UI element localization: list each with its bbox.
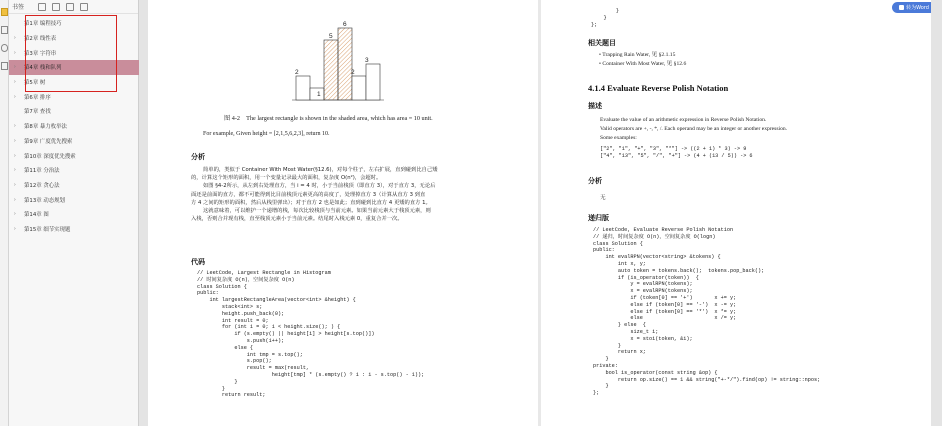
code-line: else if (token[0] == '-') x -= y; <box>593 301 737 308</box>
code-line: size_t i; <box>593 328 659 335</box>
related-list <box>599 51 686 69</box>
code-line: }; <box>593 390 600 397</box>
analysis-line-7: 入栈，否则合并现有栈，直至栈顶元素小于当前元素。结尾时入栈元素 0，重复合并一次。 <box>191 216 403 223</box>
sidebar-item-label: 第5章 树 <box>24 80 46 87</box>
chevron-right-icon[interactable]: › <box>14 211 16 218</box>
code-line: height.push_back(0); <box>197 310 285 317</box>
analysis-heading-right: 分析 <box>588 177 602 185</box>
sidebar-item[interactable] <box>9 222 139 237</box>
sidebar-item-label: 第4章 栈和队列 <box>24 65 62 72</box>
sidebar-item-label: 第3章 字符串 <box>24 50 57 57</box>
histogram-bar <box>324 40 338 100</box>
histogram-bar-label: 5 <box>329 33 333 40</box>
analysis-line-2: 的，计算这个矩形的面积，用一个变量记录最大的面积，复杂度 O(n²)，会超时。 <box>191 175 382 182</box>
code-line: x = evalRPN(tokens); <box>593 288 693 295</box>
sidebar-item[interactable] <box>9 178 139 193</box>
search-panel-icon[interactable] <box>1 44 8 52</box>
chevron-right-icon[interactable]: › <box>14 196 16 203</box>
analysis-line-1: 简单的，类似于 Container With Most Water(§12.6)，对每个柱子，左右扩展，直到碰到比自己矮 <box>203 167 438 173</box>
code-line: for (int i = 0; i < height.size(); ) { <box>197 324 341 331</box>
delete-bookmark-icon[interactable] <box>52 3 60 11</box>
convert-to-word-button[interactable] <box>892 2 936 13</box>
expand-all-icon[interactable] <box>66 3 74 11</box>
right-code-block <box>593 227 820 397</box>
histogram-bar-label: 6 <box>343 21 347 28</box>
chevron-right-icon[interactable]: › <box>14 64 16 71</box>
sidebar-item-label: 第12章 贪心法 <box>24 182 60 189</box>
code-line: } <box>197 385 226 392</box>
histogram-bar-label: 2 <box>295 69 299 76</box>
histogram-bar-label: 1 <box>317 91 321 98</box>
code-line: else if (token[0] == '*') x *= y; <box>593 308 737 315</box>
sidebar-item[interactable] <box>9 89 139 104</box>
code-line: result = max(result, <box>197 365 310 372</box>
sidebar-item-label: 第15章 细节实现题 <box>24 226 71 233</box>
code-line: class Solution { <box>593 240 643 247</box>
left-tool-strip <box>0 0 9 426</box>
code-line: } <box>591 8 620 14</box>
figure-caption <box>224 113 433 122</box>
code-line: int result = 0; <box>197 317 269 324</box>
code-line: if (is_operator(token)) { <box>593 274 699 281</box>
code-line: public: <box>197 290 219 297</box>
code-line: int largestRectangleArea(vector<int> &height) { <box>197 297 356 304</box>
chevron-right-icon[interactable]: › <box>14 225 16 232</box>
sidebar-item[interactable] <box>9 119 139 134</box>
code-line: else { <box>197 344 254 351</box>
code-line: y = evalRPN(tokens); <box>593 281 693 288</box>
sidebar-item[interactable] <box>9 148 139 163</box>
code-line: } <box>197 378 238 385</box>
analysis-line-4: 面还是前面的直方，都不可能得到比目前栈顶元素更高的高度了，处理掉直方 3（计算从直方 3 到直 <box>191 191 426 198</box>
sidebar-item-label: 第10章 深度优先搜索 <box>24 153 76 160</box>
code-line: public: <box>593 247 615 254</box>
description-block <box>600 116 787 144</box>
sidebar-item[interactable] <box>9 75 139 90</box>
code-line: return result; <box>197 392 266 399</box>
description-heading: 描述 <box>588 102 602 110</box>
analysis-line-6: 这就意味着，可以维护一个递增的栈，每次比较栈顶与当前元素。如果当前元素大于栈顶元素，则 <box>203 208 431 215</box>
code-line: return x; <box>593 349 646 356</box>
thumbnail-panel-icon[interactable] <box>1 26 8 34</box>
code-line: } <box>593 342 622 349</box>
code-line: s.push(i++); <box>197 337 285 344</box>
code-line: x = stoi(token, &i); <box>593 335 693 342</box>
section-title: 4.1.4 Evaluate Reverse Polish Notation <box>588 83 729 93</box>
sidebar-item-label: 第6章 排序 <box>24 94 51 101</box>
sidebar-item[interactable] <box>9 163 139 178</box>
sidebar-item-label: 第1章 编程技巧 <box>24 21 62 28</box>
sidebar-item-label: 第13章 动态规划 <box>24 197 65 204</box>
histogram-bar-label: 2 <box>351 69 355 76</box>
histogram-figure <box>288 4 408 104</box>
code-line: } <box>593 356 609 363</box>
chevron-right-icon[interactable]: › <box>14 49 16 56</box>
desc-line-2: Valid operators are +, -, *, /. Each operand may be an integer or another expression. <box>600 126 788 133</box>
left-code-block <box>197 270 424 399</box>
code-line: if (s.empty() || height[i] > height[s.top()]) <box>197 331 375 338</box>
related-item <box>599 60 686 69</box>
examples-block <box>600 146 753 160</box>
analysis-paragraphs <box>191 166 531 223</box>
code-line: if (token[0] == '+') x += y; <box>593 294 737 301</box>
code-line: // 时间复杂度 O(n)，空间复杂度 O(n) <box>197 276 295 283</box>
chevron-right-icon[interactable]: › <box>14 35 16 42</box>
example-text: For example, Given height = [2,1,5,6,2,3], return 10. <box>203 131 330 137</box>
analysis-line-3: 如图 §4-2所示，从左到右处理直方，当 i = 4 时，小于当前栈顶（即直方 3），对于直方 3，无论后 <box>203 183 436 190</box>
analysis-line-5: 方 4 之间的矩形的面积，然后从栈里弹出）；对于直方 2 也是如此；直到碰到比直方 4 更矮的直方 1。 <box>191 199 431 206</box>
code-line: return op.size() == 1 && string("+-*/").find(op) != string::npos; <box>593 376 821 383</box>
code-line: height[tmp] * (s.empty() ? i : i - s.top() - 1)); <box>197 371 425 378</box>
histogram-bar <box>366 64 380 100</box>
example-line: ["4", "13", "5", "/", "+"] -> (4 + (13 / 5)) -> 6 <box>600 152 753 159</box>
code-line: int x, y; <box>593 260 646 267</box>
code-line: int tmp = s.top(); <box>197 351 303 358</box>
code-line: // LeetCode, Largest Rectangle in Histogram <box>197 270 331 276</box>
code-line: } else { <box>593 322 646 329</box>
sidebar-item[interactable] <box>9 192 139 207</box>
pdf-page-left <box>148 0 538 426</box>
figure-caption-text: The largest rectangle is shown in the shaded area, which has area = 10 unit. <box>246 115 433 122</box>
recursion-heading: 递归版 <box>588 214 609 222</box>
code-line: private: <box>593 362 618 369</box>
code-heading: 代码 <box>191 258 205 266</box>
related-item-text: Container With Most Water, 见 §12.6 <box>602 61 687 67</box>
code-line: s.pop(); <box>197 358 272 365</box>
code-line: stack<int> s; <box>197 303 263 310</box>
code-line: bool is_operator(const string &op) { <box>593 369 718 376</box>
sidebar-item[interactable] <box>9 45 139 60</box>
code-line: int evalRPN(vector<string> &tokens) { <box>593 254 721 261</box>
related-heading: 相关题目 <box>588 39 616 47</box>
chevron-right-icon[interactable]: › <box>14 181 16 188</box>
sidebar-item[interactable] <box>9 104 139 119</box>
analysis-heading: 分析 <box>191 153 205 161</box>
chevron-right-icon[interactable]: › <box>14 79 16 86</box>
sidebar-title: 书签 <box>12 4 25 11</box>
code-line: } <box>591 14 607 21</box>
code-line: } <box>593 383 609 390</box>
code-line: }; <box>591 21 598 28</box>
sidebar-item-label: 第7章 查找 <box>24 109 51 116</box>
bullet-icon: • <box>599 52 603 58</box>
histogram-bar <box>296 76 310 100</box>
vertical-scrollbar[interactable] <box>931 0 942 426</box>
chevron-right-icon[interactable]: › <box>14 93 16 100</box>
code-line: else x /= y; <box>593 315 737 322</box>
sidebar-header <box>9 0 138 14</box>
histogram-bar-label: 3 <box>365 57 369 64</box>
related-item <box>599 51 686 60</box>
pdf-page-right <box>541 0 931 426</box>
annotation-panel-icon[interactable] <box>1 62 8 70</box>
sidebar-item[interactable] <box>9 31 139 46</box>
desc-line-1: Evaluate the value of an arithmetic expression in Reverse Polish Notation. <box>600 117 767 123</box>
analysis-text-right: 无 <box>600 195 606 201</box>
page-gap <box>139 0 148 426</box>
chevron-right-icon[interactable]: › <box>14 137 16 144</box>
example-line: ["2", "1", "+", "3", "*"] -> ((2 + 1) * 3) -> 9 <box>600 146 747 152</box>
sidebar-item[interactable] <box>9 207 139 222</box>
histogram-bar <box>352 76 366 100</box>
sidebar-item[interactable] <box>9 60 139 75</box>
code-line: // 递归，时间复杂度 O(n)，空间复杂度 O(logn) <box>593 233 716 240</box>
chevron-right-icon[interactable]: › <box>14 152 16 159</box>
bookmark-list <box>9 16 139 236</box>
chevron-right-icon[interactable]: › <box>14 167 16 174</box>
add-bookmark-icon[interactable] <box>38 3 46 11</box>
code-line: auto token = tokens.back(); tokens.pop_back(); <box>593 267 765 274</box>
code-line: class Solution { <box>197 283 247 290</box>
sidebar-item-label: 第11章 分治法 <box>24 168 60 175</box>
chevron-right-icon[interactable]: › <box>14 123 16 130</box>
word-icon <box>899 5 904 10</box>
sidebar-item-label: 第2章 线性表 <box>24 36 57 43</box>
right-top-code <box>591 8 619 28</box>
bullet-icon: • <box>599 61 603 67</box>
desc-line-3: Some examples: <box>600 135 637 142</box>
sidebar-item-label: 第14章 图 <box>24 212 49 219</box>
bookmark-panel-icon[interactable] <box>1 8 8 16</box>
sidebar-item-label: 第9章 广度优先搜索 <box>24 138 73 145</box>
convert-to-word-label: 转为Word <box>906 5 929 11</box>
figure-number: 图 4-2 <box>224 115 240 122</box>
related-item-text: Trapping Rain Water, 见 §2.1.15 <box>602 52 676 58</box>
histogram-bar <box>338 28 352 100</box>
sidebar-item[interactable] <box>9 134 139 149</box>
collapse-all-icon[interactable] <box>80 3 88 11</box>
sidebar-item-label: 第8章 暴力枚举法 <box>24 124 67 131</box>
bookmark-sidebar <box>9 0 139 426</box>
sidebar-item[interactable] <box>9 16 139 31</box>
code-line: // LeetCode, Evaluate Reverse Polish Notation <box>593 227 734 233</box>
